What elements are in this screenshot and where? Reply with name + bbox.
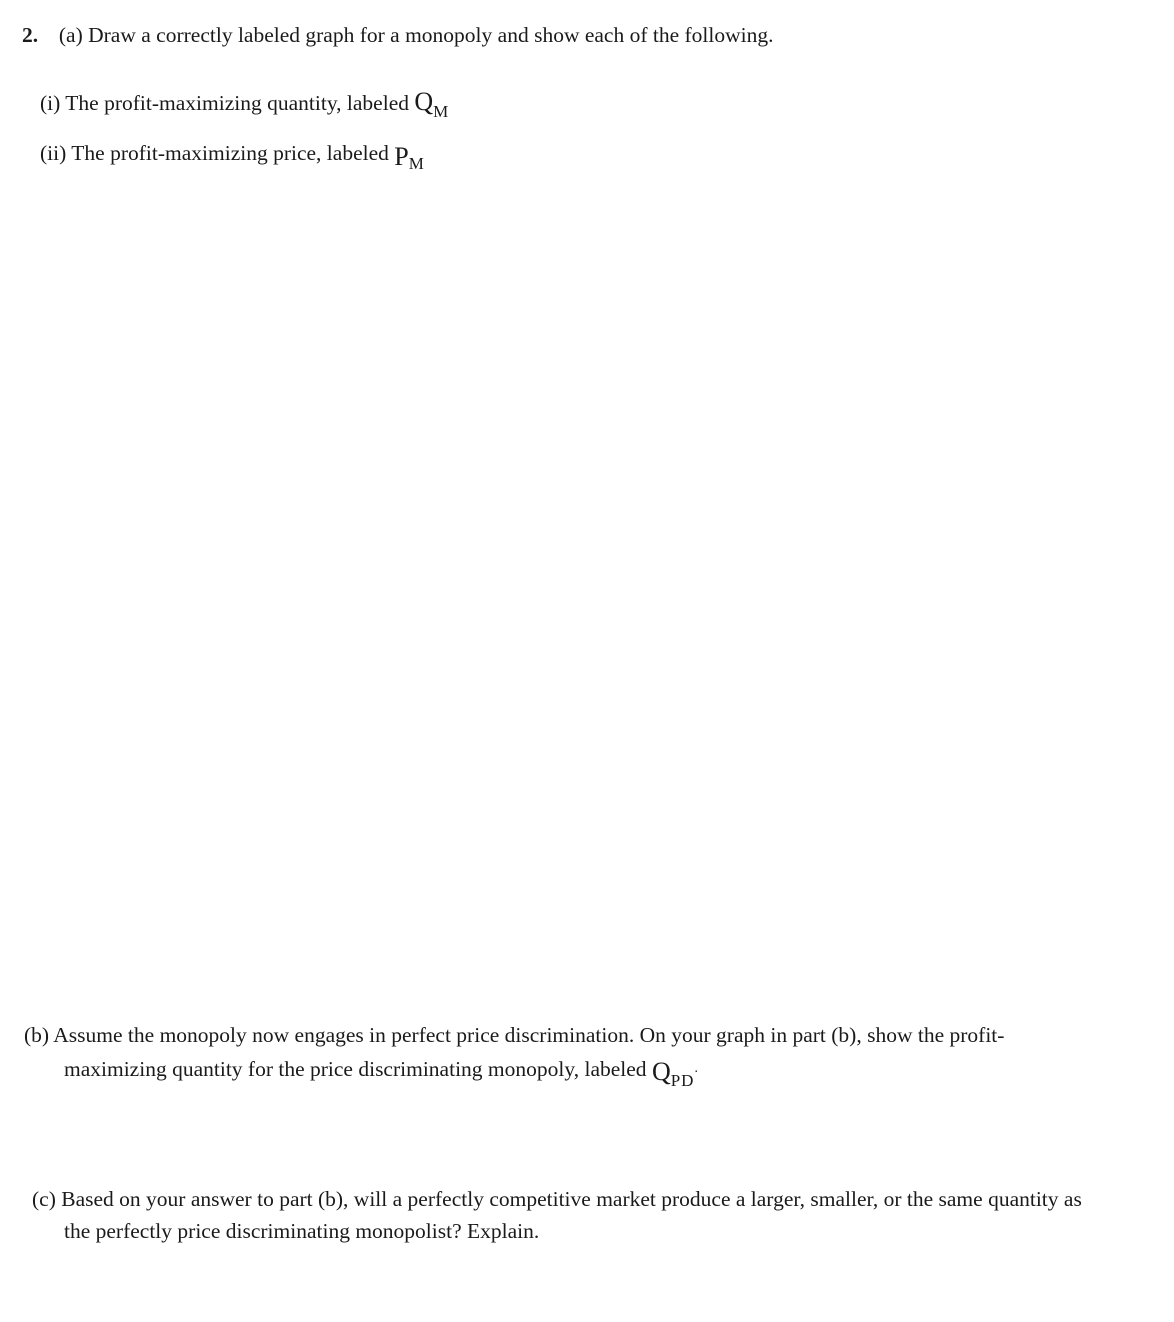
subscript-pd: PD (670, 1071, 695, 1090)
period: . (694, 1061, 698, 1076)
part-c-line-2 (64, 1218, 539, 1244)
part-a-text: Draw a correctly labeled graph for a monopoly and show each of the following. (88, 23, 774, 47)
part-c-line-1 (32, 1186, 1082, 1212)
part-b-line-2 (64, 1055, 698, 1090)
part-c-text-1: Based on your answer to part (b), will a perfectly competitive market produce a larger, smaller, or the same quantity as (61, 1187, 1082, 1211)
symbol-p-m (394, 142, 424, 171)
question-2-part-a (22, 22, 774, 48)
symbol-q-pd (651, 1057, 698, 1090)
part-b-line-1 (24, 1022, 1004, 1048)
item-ii (40, 139, 424, 173)
item-i-label: (i) (40, 91, 61, 115)
part-b-text-2: maximizing quantity for the price discriminating monopoly, labeled (64, 1057, 647, 1081)
subscript-m: M (433, 102, 449, 121)
symbol-q-m (414, 87, 449, 121)
symbol-q: Q (414, 87, 434, 116)
part-b-text-1: Assume the monopoly now engages in perfect price discrimination. On your graph in part (b), show the profit- (53, 1023, 1005, 1047)
item-ii-text: The profit-maximizing price, labeled (71, 141, 389, 165)
item-i (40, 87, 449, 121)
question-number: 2. (22, 23, 39, 47)
part-c-label: (c) (32, 1187, 56, 1211)
subscript-m: M (408, 154, 424, 173)
symbol-q: Q (651, 1057, 671, 1086)
part-a-label: (a) (58, 23, 83, 47)
item-i-text: The profit-maximizing quantity, labeled (65, 91, 409, 115)
graph-answer-space (20, 190, 1150, 1000)
item-ii-label: (ii) (40, 141, 67, 165)
part-c-text-2: the perfectly price discriminating monopolist? Explain. (64, 1219, 540, 1243)
symbol-p: P (394, 142, 409, 171)
part-b-label: (b) (24, 1023, 50, 1047)
